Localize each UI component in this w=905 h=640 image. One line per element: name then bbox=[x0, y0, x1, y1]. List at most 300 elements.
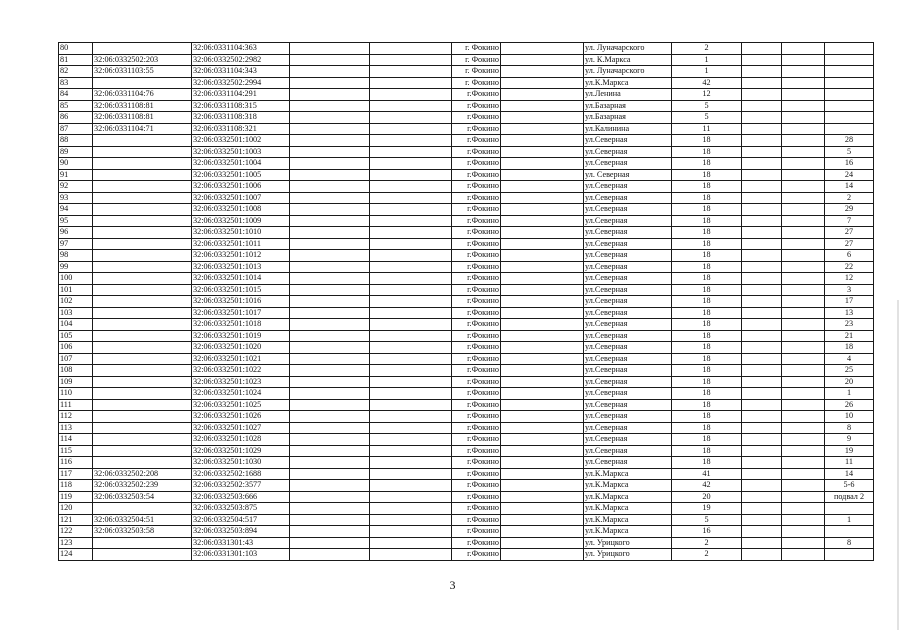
apartment-number-cell: 6 bbox=[825, 250, 874, 262]
parent-cadastral-number-cell: 32:06:0331104:71 bbox=[93, 123, 192, 135]
parent-cadastral-number-cell bbox=[93, 457, 192, 469]
city-cell: г.Фокино bbox=[452, 112, 501, 124]
blank-cell bbox=[782, 537, 825, 549]
apartment-number-cell: 21 bbox=[825, 330, 874, 342]
blank-cell bbox=[782, 204, 825, 216]
row-number-cell: 116 bbox=[59, 457, 93, 469]
blank-cell bbox=[742, 54, 782, 66]
blank-cell bbox=[290, 468, 370, 480]
parent-cadastral-number-cell bbox=[93, 181, 192, 193]
apartment-number-cell: 5 bbox=[825, 146, 874, 158]
house-number-cell: 18 bbox=[672, 192, 742, 204]
cadastral-number-cell: 32:06:0332501:1030 bbox=[192, 457, 290, 469]
house-number-cell: 5 bbox=[672, 100, 742, 112]
blank-cell bbox=[742, 319, 782, 331]
table-row bbox=[59, 526, 874, 538]
blank-cell bbox=[782, 526, 825, 538]
blank-cell bbox=[782, 100, 825, 112]
cadastral-number-cell: 32:06:0332501:1028 bbox=[192, 434, 290, 446]
blank-cell bbox=[501, 77, 584, 89]
street-cell: ул.Базарная bbox=[584, 112, 672, 124]
blank-cell bbox=[501, 365, 584, 377]
table-row bbox=[59, 158, 874, 170]
table-row bbox=[59, 66, 874, 78]
blank-cell bbox=[370, 238, 452, 250]
cadastral-number-cell: 32:06:0332501:1022 bbox=[192, 365, 290, 377]
street-cell: ул.К.Маркса bbox=[584, 514, 672, 526]
blank-cell bbox=[742, 181, 782, 193]
parent-cadastral-number-cell bbox=[93, 296, 192, 308]
blank-cell bbox=[290, 514, 370, 526]
parent-cadastral-number-cell bbox=[93, 330, 192, 342]
blank-cell bbox=[370, 365, 452, 377]
cadastral-number-cell: 32:06:0332501:1010 bbox=[192, 227, 290, 239]
parent-cadastral-number-cell: 32:06:0332502:208 bbox=[93, 468, 192, 480]
cadastral-number-cell: 32:06:0331301:43 bbox=[192, 537, 290, 549]
cadastral-number-cell: 32:06:0332504:517 bbox=[192, 514, 290, 526]
house-number-cell: 18 bbox=[672, 296, 742, 308]
parent-cadastral-number-cell bbox=[93, 43, 192, 55]
table-row bbox=[59, 307, 874, 319]
row-number-cell: 99 bbox=[59, 261, 93, 273]
street-cell: ул.Северная bbox=[584, 388, 672, 400]
row-number-cell: 95 bbox=[59, 215, 93, 227]
parent-cadastral-number-cell bbox=[93, 158, 192, 170]
table-row bbox=[59, 399, 874, 411]
parent-cadastral-number-cell bbox=[93, 238, 192, 250]
city-cell: г.Фокино bbox=[452, 330, 501, 342]
blank-cell bbox=[742, 491, 782, 503]
parent-cadastral-number-cell: 32:06:0332503:58 bbox=[93, 526, 192, 538]
blank-cell bbox=[742, 146, 782, 158]
blank-cell bbox=[782, 457, 825, 469]
parent-cadastral-number-cell bbox=[93, 250, 192, 262]
table-row bbox=[59, 514, 874, 526]
apartment-number-cell bbox=[825, 112, 874, 124]
parent-cadastral-number-cell bbox=[93, 411, 192, 423]
street-cell: ул. Луначарского bbox=[584, 43, 672, 55]
row-number-cell: 92 bbox=[59, 181, 93, 193]
street-cell: ул.Северная bbox=[584, 376, 672, 388]
blank-cell bbox=[501, 388, 584, 400]
blank-cell bbox=[370, 422, 452, 434]
blank-cell bbox=[290, 307, 370, 319]
blank-cell bbox=[501, 491, 584, 503]
apartment-number-cell: 11 bbox=[825, 457, 874, 469]
street-cell: ул.Северная bbox=[584, 146, 672, 158]
city-cell: г.Фокино bbox=[452, 319, 501, 331]
street-cell: ул.Северная bbox=[584, 284, 672, 296]
blank-cell bbox=[370, 123, 452, 135]
blank-cell bbox=[742, 457, 782, 469]
street-cell: ул.Северная bbox=[584, 457, 672, 469]
table-row bbox=[59, 296, 874, 308]
row-number-cell: 93 bbox=[59, 192, 93, 204]
street-cell: ул.Северная bbox=[584, 135, 672, 147]
house-number-cell: 18 bbox=[672, 169, 742, 181]
blank-cell bbox=[501, 66, 584, 78]
table-row bbox=[59, 503, 874, 515]
blank-cell bbox=[742, 514, 782, 526]
blank-cell bbox=[782, 135, 825, 147]
parent-cadastral-number-cell bbox=[93, 273, 192, 285]
row-number-cell: 122 bbox=[59, 526, 93, 538]
blank-cell bbox=[782, 514, 825, 526]
blank-cell bbox=[290, 491, 370, 503]
cadastral-number-cell: 32:06:0331104:343 bbox=[192, 66, 290, 78]
blank-cell bbox=[290, 376, 370, 388]
row-number-cell: 90 bbox=[59, 158, 93, 170]
parent-cadastral-number-cell bbox=[93, 503, 192, 515]
table-row bbox=[59, 468, 874, 480]
table-row bbox=[59, 491, 874, 503]
blank-cell bbox=[290, 388, 370, 400]
parent-cadastral-number-cell bbox=[93, 342, 192, 354]
street-cell: ул.Северная bbox=[584, 215, 672, 227]
cadastral-number-cell: 32:06:0332501:1024 bbox=[192, 388, 290, 400]
blank-cell bbox=[742, 296, 782, 308]
street-cell: ул.Северная bbox=[584, 422, 672, 434]
city-cell: г.Фокино bbox=[452, 537, 501, 549]
city-cell: г.Фокино bbox=[452, 365, 501, 377]
blank-cell bbox=[742, 388, 782, 400]
row-number-cell: 123 bbox=[59, 537, 93, 549]
apartment-number-cell: 20 bbox=[825, 376, 874, 388]
parent-cadastral-number-cell bbox=[93, 376, 192, 388]
blank-cell bbox=[290, 54, 370, 66]
blank-cell bbox=[501, 238, 584, 250]
street-cell: ул.Северная bbox=[584, 342, 672, 354]
house-number-cell: 18 bbox=[672, 434, 742, 446]
blank-cell bbox=[782, 503, 825, 515]
city-cell: г. Фокино bbox=[452, 66, 501, 78]
blank-cell bbox=[742, 273, 782, 285]
row-number-cell: 117 bbox=[59, 468, 93, 480]
blank-cell bbox=[501, 227, 584, 239]
blank-cell bbox=[501, 192, 584, 204]
row-number-cell: 85 bbox=[59, 100, 93, 112]
apartment-number-cell: 2 bbox=[825, 192, 874, 204]
house-number-cell: 18 bbox=[672, 204, 742, 216]
blank-cell bbox=[501, 480, 584, 492]
blank-cell bbox=[290, 434, 370, 446]
street-cell: ул.Северная bbox=[584, 158, 672, 170]
row-number-cell: 109 bbox=[59, 376, 93, 388]
blank-cell bbox=[370, 376, 452, 388]
blank-cell bbox=[290, 169, 370, 181]
blank-cell bbox=[370, 261, 452, 273]
blank-cell bbox=[501, 181, 584, 193]
apartment-number-cell: 8 bbox=[825, 422, 874, 434]
house-number-cell: 42 bbox=[672, 77, 742, 89]
city-cell: г.Фокино bbox=[452, 192, 501, 204]
cadastral-number-cell: 32:06:0332501:1029 bbox=[192, 445, 290, 457]
table-row bbox=[59, 204, 874, 216]
row-number-cell: 88 bbox=[59, 135, 93, 147]
blank-cell bbox=[501, 537, 584, 549]
cadastral-number-cell: 32:06:0332501:1004 bbox=[192, 158, 290, 170]
table-row bbox=[59, 319, 874, 331]
apartment-number-cell bbox=[825, 66, 874, 78]
apartment-number-cell: 1 bbox=[825, 514, 874, 526]
street-cell: ул.Северная bbox=[584, 434, 672, 446]
blank-cell bbox=[370, 388, 452, 400]
city-cell: г.Фокино bbox=[452, 215, 501, 227]
blank-cell bbox=[501, 169, 584, 181]
blank-cell bbox=[782, 549, 825, 561]
blank-cell bbox=[742, 158, 782, 170]
blank-cell bbox=[782, 422, 825, 434]
blank-cell bbox=[370, 100, 452, 112]
blank-cell bbox=[290, 204, 370, 216]
blank-cell bbox=[742, 261, 782, 273]
row-number-cell: 102 bbox=[59, 296, 93, 308]
table-row bbox=[59, 365, 874, 377]
cadastral-number-cell: 32:06:0332501:1027 bbox=[192, 422, 290, 434]
parent-cadastral-number-cell bbox=[93, 388, 192, 400]
row-number-cell: 111 bbox=[59, 399, 93, 411]
parent-cadastral-number-cell bbox=[93, 77, 192, 89]
row-number-cell: 118 bbox=[59, 480, 93, 492]
blank-cell bbox=[501, 526, 584, 538]
blank-cell bbox=[370, 503, 452, 515]
blank-cell bbox=[370, 54, 452, 66]
cadastral-number-cell: 32:06:0332501:1019 bbox=[192, 330, 290, 342]
blank-cell bbox=[782, 158, 825, 170]
table-row bbox=[59, 342, 874, 354]
blank-cell bbox=[742, 43, 782, 55]
row-number-cell: 112 bbox=[59, 411, 93, 423]
table-row bbox=[59, 388, 874, 400]
blank-cell bbox=[782, 227, 825, 239]
blank-cell bbox=[501, 457, 584, 469]
street-cell: ул.Северная bbox=[584, 204, 672, 216]
row-number-cell: 86 bbox=[59, 112, 93, 124]
cadastral-number-cell: 32:06:0332501:1013 bbox=[192, 261, 290, 273]
registry-table-body bbox=[59, 43, 874, 561]
apartment-number-cell: 14 bbox=[825, 468, 874, 480]
cadastral-number-cell: 32:06:0332501:1006 bbox=[192, 181, 290, 193]
street-cell: ул.К.Маркса bbox=[584, 503, 672, 515]
blank-cell bbox=[290, 353, 370, 365]
cadastral-number-cell: 32:06:0332501:1009 bbox=[192, 215, 290, 227]
street-cell: ул.Северная bbox=[584, 319, 672, 331]
cadastral-number-cell: 32:06:0332501:1018 bbox=[192, 319, 290, 331]
blank-cell bbox=[742, 89, 782, 101]
blank-cell bbox=[742, 422, 782, 434]
row-number-cell: 87 bbox=[59, 123, 93, 135]
house-number-cell: 18 bbox=[672, 181, 742, 193]
blank-cell bbox=[370, 549, 452, 561]
table-row bbox=[59, 422, 874, 434]
city-cell: г.Фокино bbox=[452, 503, 501, 515]
parent-cadastral-number-cell bbox=[93, 261, 192, 273]
street-cell: ул.Северная bbox=[584, 250, 672, 262]
city-cell: г.Фокино bbox=[452, 549, 501, 561]
blank-cell bbox=[290, 549, 370, 561]
table-row bbox=[59, 43, 874, 55]
blank-cell bbox=[290, 135, 370, 147]
apartment-number-cell bbox=[825, 549, 874, 561]
blank-cell bbox=[782, 330, 825, 342]
blank-cell bbox=[782, 296, 825, 308]
house-number-cell: 2 bbox=[672, 43, 742, 55]
blank-cell bbox=[290, 526, 370, 538]
blank-cell bbox=[370, 411, 452, 423]
city-cell: г.Фокино bbox=[452, 284, 501, 296]
blank-cell bbox=[501, 89, 584, 101]
cadastral-number-cell: 32:06:0331108:315 bbox=[192, 100, 290, 112]
blank-cell bbox=[501, 261, 584, 273]
apartment-number-cell: 9 bbox=[825, 434, 874, 446]
blank-cell bbox=[501, 445, 584, 457]
blank-cell bbox=[290, 480, 370, 492]
street-cell: ул.К.Маркса bbox=[584, 480, 672, 492]
city-cell: г. Фокино bbox=[452, 43, 501, 55]
parent-cadastral-number-cell bbox=[93, 284, 192, 296]
table-row bbox=[59, 89, 874, 101]
row-number-cell: 98 bbox=[59, 250, 93, 262]
table-row bbox=[59, 480, 874, 492]
blank-cell bbox=[501, 123, 584, 135]
blank-cell bbox=[782, 43, 825, 55]
house-number-cell: 5 bbox=[672, 514, 742, 526]
blank-cell bbox=[290, 365, 370, 377]
blank-cell bbox=[501, 411, 584, 423]
blank-cell bbox=[782, 445, 825, 457]
house-number-cell: 18 bbox=[672, 146, 742, 158]
blank-cell bbox=[742, 192, 782, 204]
blank-cell bbox=[290, 215, 370, 227]
apartment-number-cell: 7 bbox=[825, 215, 874, 227]
blank-cell bbox=[782, 480, 825, 492]
blank-cell bbox=[290, 66, 370, 78]
street-cell: ул.Калинина bbox=[584, 123, 672, 135]
blank-cell bbox=[501, 135, 584, 147]
cadastral-number-cell: 32:06:0331108:318 bbox=[192, 112, 290, 124]
house-number-cell: 18 bbox=[672, 376, 742, 388]
city-cell: г.Фокино bbox=[452, 158, 501, 170]
cadastral-number-cell: 32:06:0332501:1026 bbox=[192, 411, 290, 423]
table-row bbox=[59, 261, 874, 273]
city-cell: г.Фокино bbox=[452, 307, 501, 319]
street-cell: ул. Урицкого bbox=[584, 549, 672, 561]
blank-cell bbox=[742, 399, 782, 411]
parent-cadastral-number-cell bbox=[93, 169, 192, 181]
blank-cell bbox=[290, 261, 370, 273]
apartment-number-cell: 28 bbox=[825, 135, 874, 147]
cadastral-number-cell: 32:06:0332501:1002 bbox=[192, 135, 290, 147]
city-cell: г.Фокино bbox=[452, 135, 501, 147]
street-cell: ул. К.Маркса bbox=[584, 54, 672, 66]
row-number-cell: 110 bbox=[59, 388, 93, 400]
blank-cell bbox=[501, 514, 584, 526]
house-number-cell: 20 bbox=[672, 491, 742, 503]
parent-cadastral-number-cell bbox=[93, 204, 192, 216]
cadastral-number-cell: 32:06:0332502:2994 bbox=[192, 77, 290, 89]
blank-cell bbox=[742, 342, 782, 354]
cadastral-number-cell: 32:06:0332501:1005 bbox=[192, 169, 290, 181]
street-cell: ул.Северная bbox=[584, 307, 672, 319]
blank-cell bbox=[742, 227, 782, 239]
house-number-cell: 18 bbox=[672, 238, 742, 250]
blank-cell bbox=[742, 307, 782, 319]
row-number-cell: 124 bbox=[59, 549, 93, 561]
blank-cell bbox=[370, 158, 452, 170]
house-number-cell: 18 bbox=[672, 365, 742, 377]
cadastral-number-cell: 32:06:0332501:1020 bbox=[192, 342, 290, 354]
row-number-cell: 106 bbox=[59, 342, 93, 354]
row-number-cell: 82 bbox=[59, 66, 93, 78]
row-number-cell: 84 bbox=[59, 89, 93, 101]
blank-cell bbox=[290, 192, 370, 204]
row-number-cell: 97 bbox=[59, 238, 93, 250]
blank-cell bbox=[782, 89, 825, 101]
blank-cell bbox=[370, 491, 452, 503]
blank-cell bbox=[370, 181, 452, 193]
blank-cell bbox=[501, 422, 584, 434]
city-cell: г.Фокино bbox=[452, 204, 501, 216]
parent-cadastral-number-cell: 32:06:0331108:81 bbox=[93, 100, 192, 112]
city-cell: г.Фокино bbox=[452, 100, 501, 112]
cadastral-number-cell: 32:06:0332501:1016 bbox=[192, 296, 290, 308]
blank-cell bbox=[370, 307, 452, 319]
cadastral-number-cell: 32:06:0332501:1014 bbox=[192, 273, 290, 285]
table-row bbox=[59, 112, 874, 124]
page-number: 3 bbox=[449, 578, 456, 592]
parent-cadastral-number-cell: 32:06:0331104:76 bbox=[93, 89, 192, 101]
blank-cell bbox=[370, 434, 452, 446]
blank-cell bbox=[742, 549, 782, 561]
table-row bbox=[59, 238, 874, 250]
apartment-number-cell: 23 bbox=[825, 319, 874, 331]
blank-cell bbox=[742, 503, 782, 515]
blank-cell bbox=[742, 330, 782, 342]
city-cell: г.Фокино bbox=[452, 411, 501, 423]
row-number-cell: 113 bbox=[59, 422, 93, 434]
blank-cell bbox=[370, 112, 452, 124]
house-number-cell: 18 bbox=[672, 411, 742, 423]
house-number-cell: 18 bbox=[672, 307, 742, 319]
street-cell: ул. Луначарского bbox=[584, 66, 672, 78]
blank-cell bbox=[370, 457, 452, 469]
city-cell: г.Фокино bbox=[452, 238, 501, 250]
blank-cell bbox=[370, 526, 452, 538]
table-row bbox=[59, 77, 874, 89]
cadastral-number-cell: 32:06:0332501:1015 bbox=[192, 284, 290, 296]
city-cell: г.Фокино bbox=[452, 250, 501, 262]
blank-cell bbox=[290, 319, 370, 331]
apartment-number-cell: 25 bbox=[825, 365, 874, 377]
blank-cell bbox=[742, 468, 782, 480]
apartment-number-cell bbox=[825, 54, 874, 66]
apartment-number-cell: 1 bbox=[825, 388, 874, 400]
row-number-cell: 121 bbox=[59, 514, 93, 526]
blank-cell bbox=[290, 457, 370, 469]
row-number-cell: 108 bbox=[59, 365, 93, 377]
row-number-cell: 115 bbox=[59, 445, 93, 457]
blank-cell bbox=[742, 112, 782, 124]
blank-cell bbox=[782, 169, 825, 181]
blank-cell bbox=[370, 514, 452, 526]
city-cell: г.Фокино bbox=[452, 526, 501, 538]
cadastral-number-cell: 32:06:0332501:1012 bbox=[192, 250, 290, 262]
table-row bbox=[59, 250, 874, 262]
row-number-cell: 119 bbox=[59, 491, 93, 503]
blank-cell bbox=[742, 411, 782, 423]
blank-cell bbox=[501, 112, 584, 124]
street-cell: ул.Северная bbox=[584, 238, 672, 250]
